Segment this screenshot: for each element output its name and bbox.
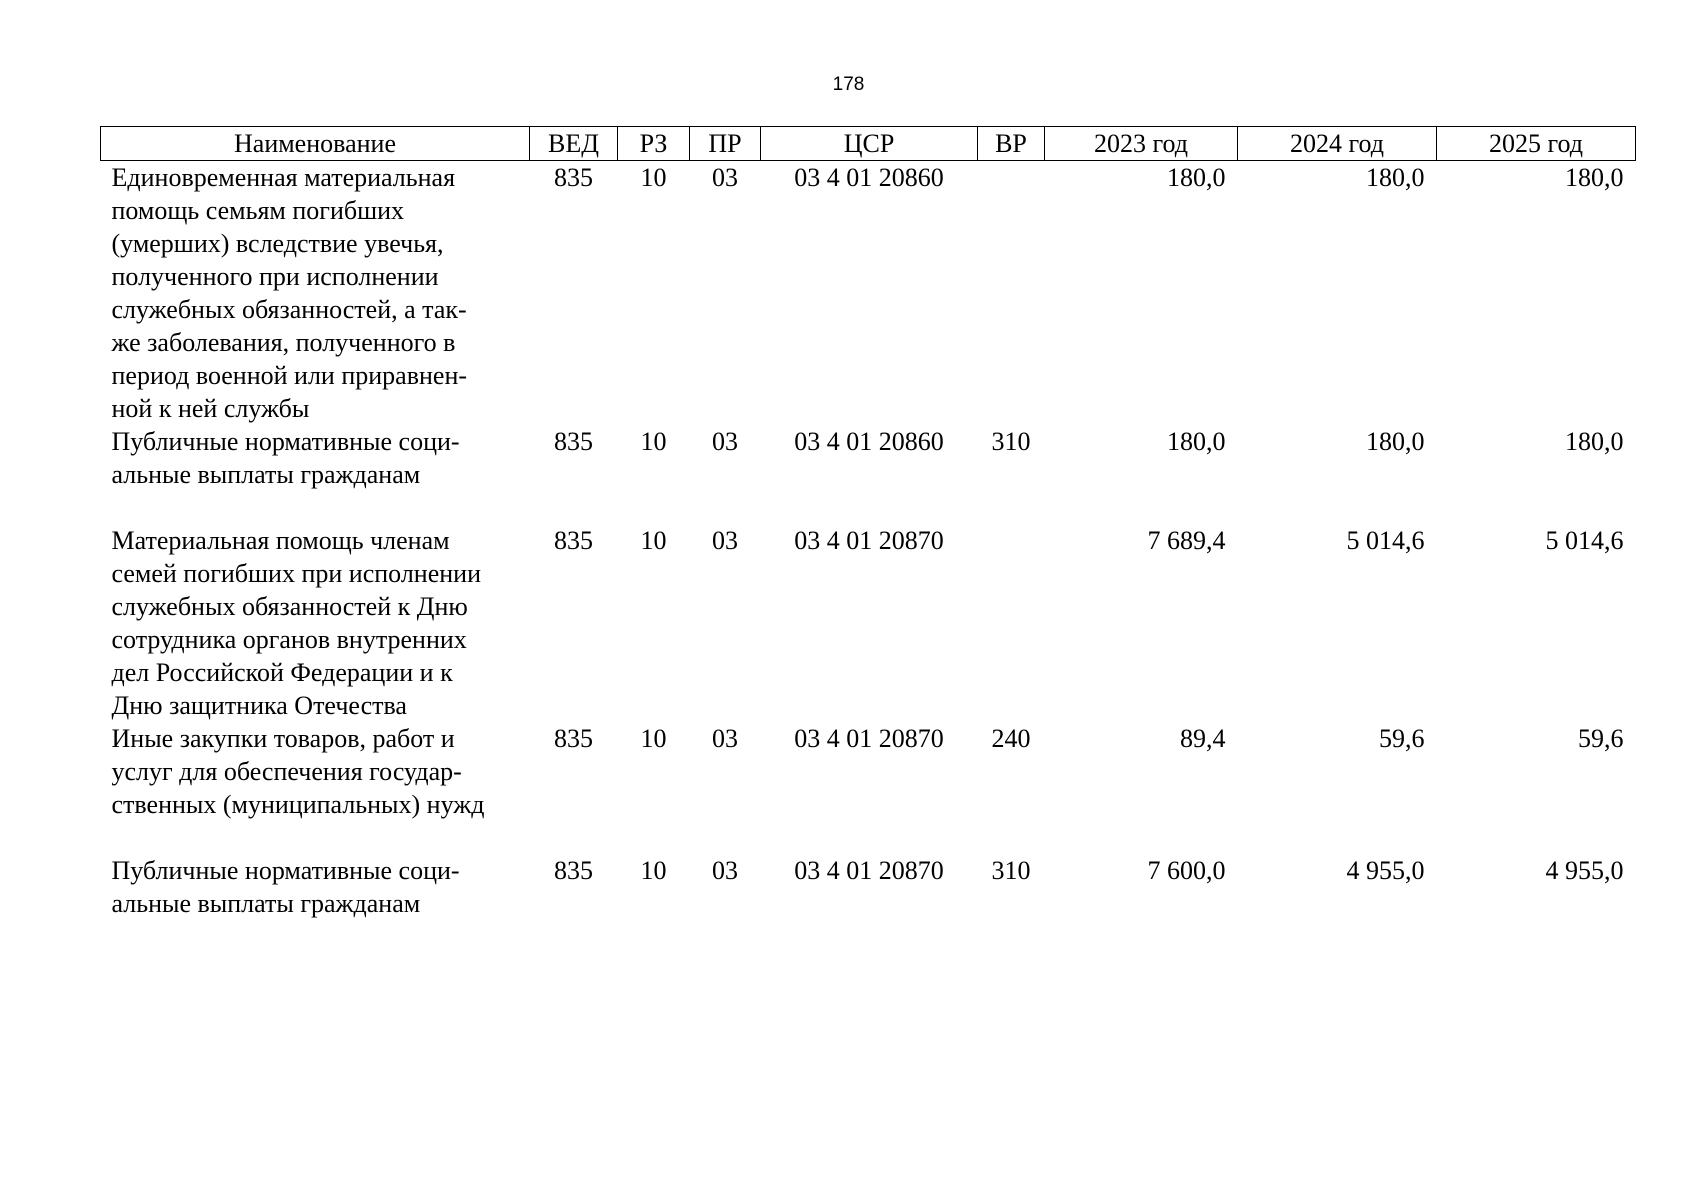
row-pr: 03 <box>712 427 738 456</box>
row-csr: 03 4 01 20870 <box>794 526 944 555</box>
page-number: 178 <box>832 74 865 95</box>
header-row <box>101 127 1636 161</box>
row-ved: 835 <box>554 526 593 555</box>
row-2025: 180,0 <box>1565 163 1624 192</box>
row-rz: 10 <box>640 427 667 456</box>
header-vr: ВР <box>978 127 1045 161</box>
row-2025: 4 955,0 <box>1545 856 1624 885</box>
row-name-line: период военной или приравнен- <box>111 361 468 390</box>
row-ved: 835 <box>554 724 593 753</box>
row-pr: 03 <box>712 163 738 192</box>
row-2025: 180,0 <box>1565 427 1624 456</box>
table-row <box>101 161 1636 426</box>
row-rz: 10 <box>640 526 667 555</box>
row-name-line: Публичные нормативные соци- <box>111 427 460 456</box>
row-csr: 03 4 01 20860 <box>794 163 944 192</box>
row-2023: 180,0 <box>1167 427 1226 456</box>
row-name-line: полученного при исполнении <box>111 262 439 291</box>
row-name <box>101 524 530 722</box>
row-name-line: Публичные нормативные соци- <box>111 856 460 885</box>
row-name-line: Единовременная материальная <box>111 163 456 192</box>
row-csr: 03 4 01 20870 <box>794 724 944 753</box>
header-2025: 2025 год <box>1437 127 1636 161</box>
row-2024: 59,6 <box>1379 724 1425 753</box>
row-2024: 5 014,6 <box>1346 526 1425 555</box>
row-rz: 10 <box>640 856 667 885</box>
row-2025: 59,6 <box>1578 724 1624 753</box>
table-row <box>101 425 1636 524</box>
header-ved: ВЕД <box>530 127 618 161</box>
row-rz: 10 <box>640 724 667 753</box>
row-name-line: услуг для обеспечения государ- <box>111 757 462 786</box>
table-row <box>101 524 1636 722</box>
row-name <box>101 425 530 524</box>
row-name-line: помощь семьям погибших <box>111 196 405 225</box>
row-name-line: ственных (муниципальных) нужд <box>111 790 485 819</box>
row-name-line: Дню защитника Отечества <box>111 691 407 720</box>
row-vr <box>978 524 1045 722</box>
row-rz: 10 <box>640 163 667 192</box>
header-pr: ПР <box>690 127 761 161</box>
row-vr: 240 <box>991 724 1031 753</box>
row-name-line: Материальная помощь членам <box>111 526 450 555</box>
row-vr: 310 <box>991 427 1031 456</box>
row-name-line: ной к ней службы <box>111 394 310 423</box>
row-pr: 03 <box>712 526 738 555</box>
row-ved: 835 <box>554 163 593 192</box>
row-vr <box>978 161 1045 426</box>
row-name-line: же заболевания, полученного в <box>111 328 456 357</box>
row-2023: 180,0 <box>1167 163 1226 192</box>
table-header <box>101 127 1636 161</box>
header-2023: 2023 год <box>1045 127 1238 161</box>
row-name-line: сотрудника органов внутренних <box>111 625 467 654</box>
row-name-line: служебных обязанностей, а так- <box>111 295 467 324</box>
row-2023: 7 689,4 <box>1147 526 1226 555</box>
budget-table <box>100 126 1636 920</box>
row-ved: 835 <box>554 427 593 456</box>
row-2023: 7 600,0 <box>1147 856 1226 885</box>
row-name-line: (умерших) вследствие увечья, <box>111 229 444 258</box>
row-csr: 03 4 01 20860 <box>794 427 944 456</box>
table-body <box>101 161 1636 921</box>
row-ved: 835 <box>554 856 593 885</box>
row-2024: 180,0 <box>1366 427 1425 456</box>
row-name <box>101 854 530 920</box>
row-2023: 89,4 <box>1180 724 1226 753</box>
row-pr: 03 <box>712 724 738 753</box>
row-name <box>101 161 530 426</box>
row-name-line: альные выплаты гражданам <box>111 460 421 489</box>
row-name <box>101 722 530 854</box>
header-name: Наименование <box>101 127 530 161</box>
table-row <box>101 722 1636 854</box>
row-name-line: Иные закупки товаров, работ и <box>111 724 455 753</box>
row-name-line: альные выплаты гражданам <box>111 889 421 918</box>
row-pr: 03 <box>712 856 738 885</box>
row-vr: 310 <box>991 856 1031 885</box>
row-name-line: дел Российской Федерации и к <box>111 658 453 687</box>
row-2025: 5 014,6 <box>1545 526 1624 555</box>
row-csr: 03 4 01 20870 <box>794 856 944 885</box>
row-2024: 180,0 <box>1366 163 1425 192</box>
header-rz: РЗ <box>618 127 690 161</box>
table-row <box>101 854 1636 920</box>
row-name-line: семей погибших при исполнении <box>111 559 481 588</box>
header-2024: 2024 год <box>1238 127 1437 161</box>
header-csr: ЦСР <box>761 127 978 161</box>
row-name-line: служебных обязанностей к Дню <box>111 592 468 621</box>
row-2024: 4 955,0 <box>1346 856 1425 885</box>
